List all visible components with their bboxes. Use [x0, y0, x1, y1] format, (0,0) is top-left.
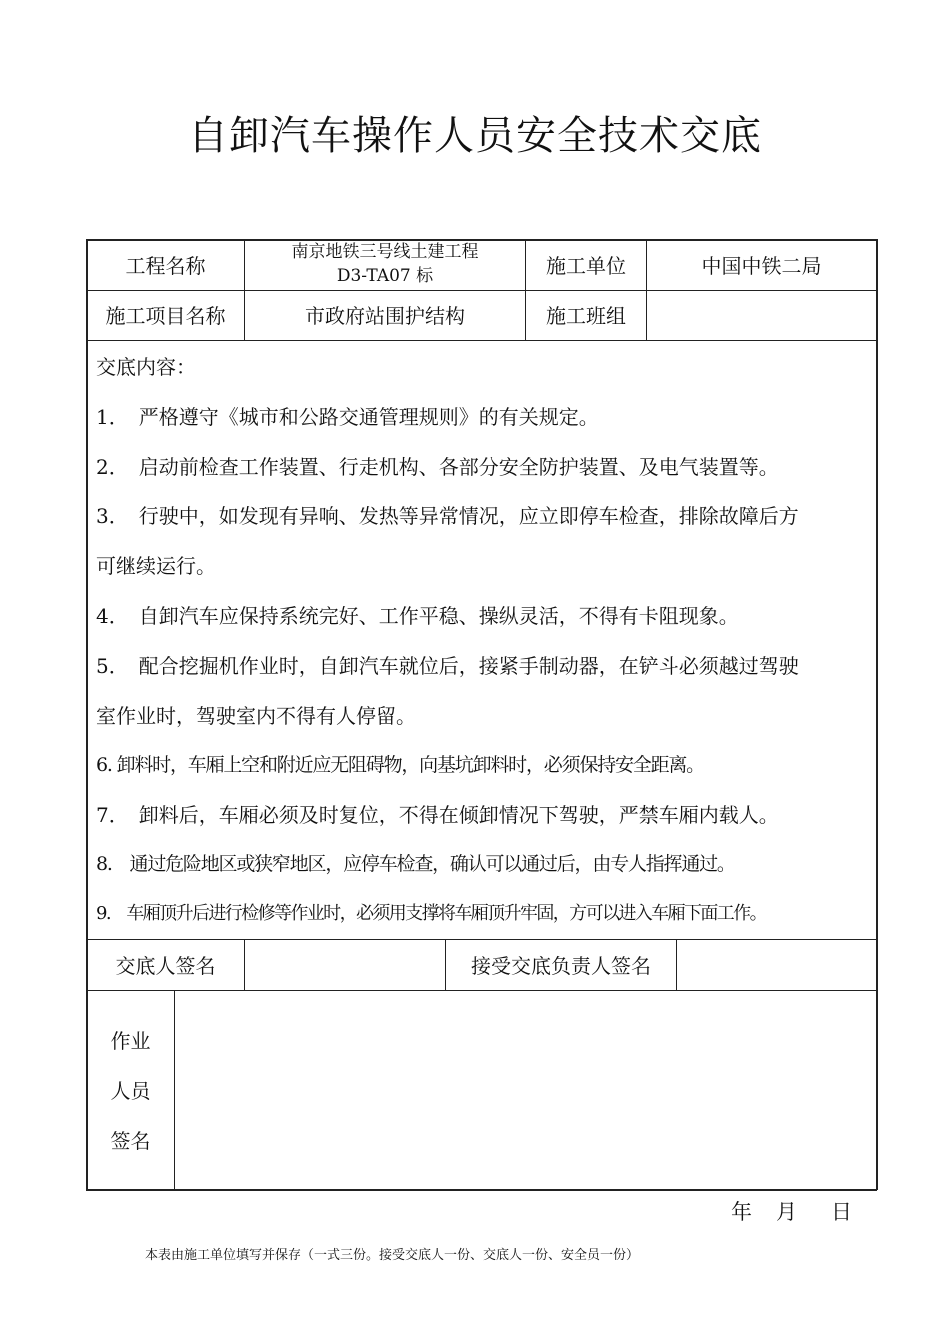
- content-item: 室作业时，驾驶室内不得有人停留。: [96, 704, 416, 728]
- content-item: 1． 严格遵守《城市和公路交通管理规则》的有关规定。: [96, 405, 599, 429]
- content-item: 5． 配合挖掘机作业时，自卸汽车就位后，接紧手制动器，在铲斗必须越过驾驶: [96, 654, 799, 678]
- table-border-bottom: [86, 1189, 877, 1191]
- content-item: 可继续运行。: [96, 554, 216, 578]
- content-item: 6. 卸料时，车厢上空和附近应无阻碍物，向基坑卸料时，必须保持安全距离。: [96, 754, 704, 776]
- construction-unit-label: 施工单位: [546, 254, 626, 278]
- content-item: 3． 行驶中，如发现有异响、发热等异常情况，应立即停车检查，排除故障后方: [96, 504, 799, 528]
- table-border-right: [876, 239, 878, 1190]
- discloser-signature-label: 交底人签名: [115, 954, 216, 978]
- workers-signature-label-2: 人员: [110, 1079, 151, 1103]
- team-label: 施工班组: [546, 304, 626, 328]
- date-day: 日: [831, 1200, 852, 1224]
- date-month: 月: [776, 1200, 797, 1224]
- content-item: 2． 启动前检查工作装置、行走机构、各部分安全防护装置、及电气装置等。: [96, 455, 779, 479]
- content-heading: 交底内容：: [96, 355, 196, 379]
- row-divider: [86, 990, 877, 991]
- col-divider: [244, 939, 245, 991]
- workers-signature-label-1: 作业: [110, 1029, 151, 1053]
- row-divider: [86, 939, 877, 940]
- content-item: 4． 自卸汽车应保持系统完好、工作平稳、操纵灵活，不得有卡阻现象。: [96, 604, 739, 628]
- col-divider: [676, 939, 677, 991]
- content-item: 9. 车厢顶升后进行检修等作业时，必须用支撑将车厢顶升牢固，方可以进入车厢下面工作。: [96, 903, 766, 924]
- document-title: 自卸汽车操作人员安全技术交底: [188, 113, 762, 159]
- item-name-value: 市政府站围护结构: [305, 304, 465, 328]
- row-divider: [86, 290, 877, 291]
- project-name-label: 工程名称: [125, 254, 206, 278]
- construction-unit-value: 中国中铁二局: [701, 254, 822, 278]
- row-divider: [86, 340, 877, 341]
- content-item: 7． 卸料后，车厢必须及时复位，不得在倾卸情况下驾驶，严禁车厢内载人。: [96, 803, 779, 827]
- receiver-signature-label: 接受交底负责人签名: [471, 954, 651, 978]
- workers-signature-label-3: 签名: [110, 1129, 151, 1153]
- footer-note: 本表由施工单位填写并保存（一式三份。接受交底人一份、交底人一份、安全员一份）: [145, 1248, 640, 1263]
- date-year: 年: [731, 1200, 752, 1224]
- project-name-value-line1: 南京地铁三号线土建工程: [291, 242, 479, 262]
- project-name-value-line2: D3-TA07 标: [336, 266, 434, 286]
- item-name-label: 施工项目名称: [105, 304, 226, 328]
- col-divider: [174, 990, 175, 1190]
- content-item: 8. 通过危险地区或狭窄地区，应停车检查，确认可以通过后，由专人指挥通过。: [96, 853, 735, 875]
